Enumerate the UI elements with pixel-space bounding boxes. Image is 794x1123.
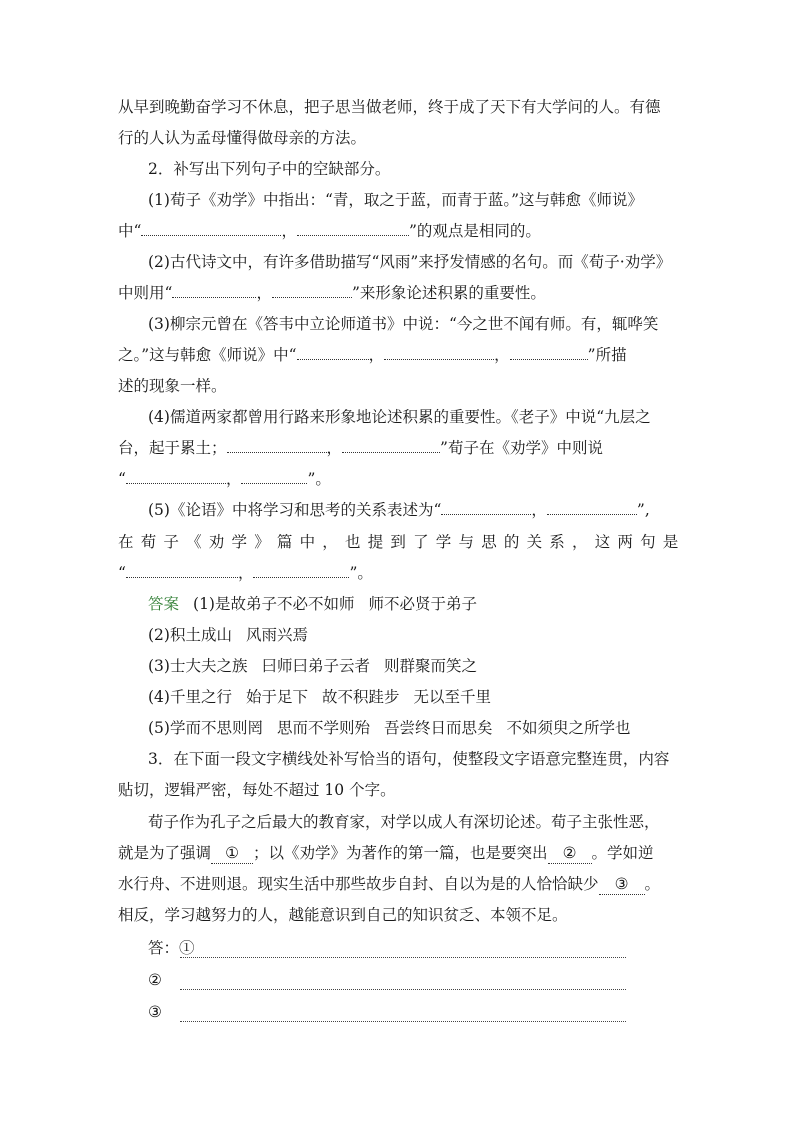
text: ，: [494, 346, 510, 364]
fill-blank[interactable]: [547, 500, 637, 515]
text: ”来形象论述积累的重要性。: [351, 284, 546, 302]
text: 中则用“: [118, 284, 173, 302]
text: ”所描: [587, 346, 627, 364]
text: 中“: [118, 222, 142, 240]
fill-blank[interactable]: [384, 345, 494, 360]
q3-passage-line-4: 相反，学习越努力的人，越能意识到自己的知识贫乏、本领不足。: [118, 906, 568, 924]
text: ，: [531, 501, 547, 519]
answer-number: ②: [148, 971, 162, 989]
text: ，: [326, 439, 343, 457]
blank-marker-1[interactable]: ①: [211, 843, 253, 864]
answer-text: (4)千里之行: [148, 688, 232, 706]
fill-blank[interactable]: [227, 438, 327, 453]
answer-text: 不如须臾之所学也: [506, 719, 631, 737]
text: (5)《论语》中将学习和思考的关系表述为“: [148, 501, 442, 519]
answer-text: 曰师曰弟子云者: [261, 657, 370, 675]
answer-text: 思而不学则殆: [276, 719, 370, 737]
q3-passage-line-3: [118, 874, 660, 895]
answer-text: 师不必贤于弟子: [368, 595, 477, 613]
answer-line-1: [148, 594, 477, 614]
text: 台，起于累土；: [118, 439, 227, 457]
text: ”的观点是相同的。: [408, 222, 541, 240]
intro-line-2: 行的人认为孟母懂得做母亲的方法。: [118, 129, 367, 147]
fill-blank[interactable]: [441, 500, 531, 515]
fill-blank[interactable]: [510, 345, 588, 360]
text: ，: [281, 222, 297, 240]
blank-marker-3[interactable]: ③: [599, 874, 645, 895]
q2-item4-line2: [118, 438, 603, 458]
q2-item5-line1: [148, 500, 650, 520]
fill-blank[interactable]: [172, 283, 256, 298]
answer-blank-line-2[interactable]: [180, 988, 626, 990]
text: 就是为了强调: [118, 844, 212, 862]
answer-number: ①: [179, 939, 195, 957]
q2-item3-line2: [118, 345, 627, 365]
answer-number: ③: [148, 1003, 162, 1021]
answer-text: (2)积土成山: [148, 626, 232, 644]
text: ，: [237, 564, 254, 582]
q2-item2-line1: (2)古代诗文中，有许多借助描写“风雨”来抒发情感的名句。而《荀子·劝学》: [148, 253, 672, 271]
q2-item4-line3: [118, 469, 331, 489]
text: ，: [225, 470, 242, 488]
answer-row-2: [148, 970, 162, 990]
intro-line-1: 从早到晚勤奋学习不休息，把子思当做老师，终于成了天下有大学问的人。有德: [118, 98, 661, 116]
answer-label: 答：: [148, 939, 180, 957]
answer-line-5: [148, 718, 631, 738]
text: ，: [256, 284, 272, 302]
text: ”。: [349, 564, 373, 582]
q2-item5-line2: 在荀子《劝学》篇中，也提到了学与思的关系，这两句是: [118, 533, 686, 551]
q2-item3-line1: (3)柳宗元曾在《答韦中立论师道书》中说：“今之世不闻有师。有，辄哗笑: [148, 315, 659, 333]
answer-text: (3)士大夫之族: [148, 657, 248, 675]
q2-title: 2．补写出下列句子中的空缺部分。: [148, 160, 391, 178]
text: ；以《劝学》为著作的第一篇，也是要突出: [253, 844, 548, 862]
q2-item2-line2: [118, 283, 546, 303]
fill-blank[interactable]: [126, 563, 238, 578]
answer-text: 则群聚而笑之: [383, 657, 477, 675]
q2-item5-line3: [118, 563, 373, 583]
q2-item1-line2: [118, 221, 541, 241]
q2-item4-line1: (4)儒道两家都曾用行路来形象地论述积累的重要性。《老子》中说“九层之: [148, 408, 651, 426]
text: ”。: [307, 470, 331, 488]
answer-text: (5)学而不思则罔: [148, 719, 263, 737]
text: 水行舟、不进则退。现实生活中那些故步自封、自以为是的人恰恰缺少: [118, 875, 599, 893]
answer-text: 无以至千里: [413, 688, 492, 706]
fill-blank[interactable]: [141, 221, 281, 236]
text: ”,: [636, 501, 650, 519]
answer-text: 吾尝终日而思矣: [383, 719, 493, 737]
q2-item3-line3: 述的现象一样。: [118, 377, 227, 395]
answer-label: 答案: [148, 595, 180, 613]
answer-text: 始于足下: [245, 688, 308, 706]
text: “: [118, 564, 126, 582]
q3-title-line-2: 贴切，逻辑严密，每处不超过 10 个字。: [118, 781, 396, 799]
q3-passage-line-2: [118, 843, 654, 864]
answer-row-1: [148, 938, 195, 958]
fill-blank[interactable]: [342, 438, 440, 453]
answer-text: 故不积跬步: [321, 688, 400, 706]
answer-line-3: [148, 656, 477, 676]
q3-title-line-1: 3．在下面一段文字横线处补写恰当的语句，使整段文字语意完整连贯，内容: [148, 750, 670, 768]
q3-passage-line-1: 荀子作为孔子之后最大的教育家，对学以成人有深切论述。荀子主张性恶，: [148, 813, 660, 831]
answer-line-2: [148, 625, 308, 645]
fill-blank[interactable]: [297, 221, 409, 236]
text: 。: [644, 875, 661, 893]
answer-text: 风雨兴焉: [245, 626, 308, 644]
blank-marker-2[interactable]: ②: [548, 843, 592, 864]
answer-text: (1)是故弟子不必不如师: [193, 595, 355, 613]
fill-blank[interactable]: [253, 563, 349, 578]
fill-blank[interactable]: [126, 469, 226, 484]
text: “: [118, 470, 126, 488]
text: ”荀子在《劝学》中则说: [440, 439, 603, 457]
fill-blank[interactable]: [272, 283, 352, 298]
q2-item1-line1: (1)荀子《劝学》中指出：“青，取之于蓝，而青于蓝。”这与韩愈《师说》: [148, 191, 644, 209]
answer-blank-line-1[interactable]: [180, 956, 626, 958]
text: 。学如逆: [591, 844, 654, 862]
fill-blank[interactable]: [241, 469, 307, 484]
fill-blank[interactable]: [297, 345, 369, 360]
answer-blank-line-3[interactable]: [180, 1020, 626, 1022]
text: ，: [368, 346, 385, 364]
answer-line-4: [148, 687, 491, 707]
answer-row-3: [148, 1002, 162, 1022]
text: 之。”这与韩愈《师说》中“: [118, 346, 297, 364]
